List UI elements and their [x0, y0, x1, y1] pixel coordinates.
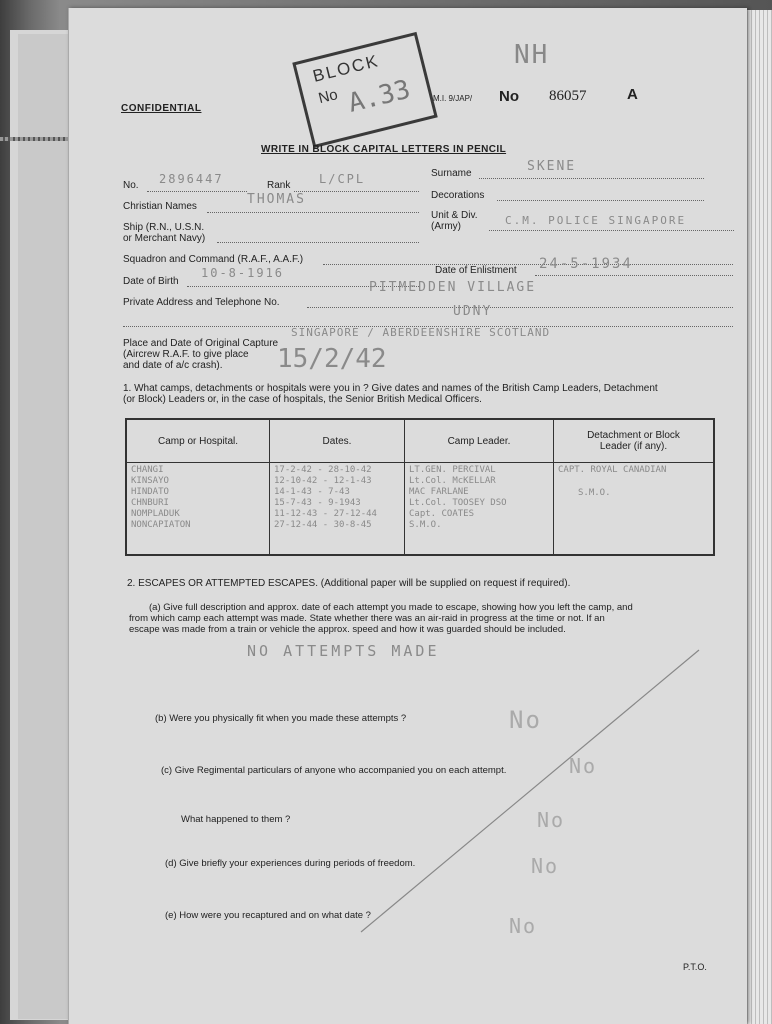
answer-2e: No [509, 914, 538, 938]
ship-label: Ship (R.N., U.S.N. or Merchant Navy) [123, 222, 206, 244]
instruction-heading: WRITE IN BLOCK CAPITAL LETTERS IN PENCIL [261, 144, 507, 155]
camp-entry: KINSAYO [131, 476, 169, 486]
date-entry: 15-7-43 - 9-1943 [274, 498, 361, 508]
question-2e: (e) How were you recaptured and on what date ? [165, 910, 371, 921]
question-2b: (b) Were you physically fit when you made these attempts ? [155, 713, 407, 724]
detachment-entry: CAPT. ROYAL CANADIAN [558, 465, 667, 475]
answer-2c: No [569, 754, 598, 778]
question-2c-followup: What happened to them ? [181, 814, 291, 825]
address-value-1: PITMEDDEN VILLAGE [369, 280, 537, 295]
leader-entry: Lt.Col. McKELLAR [409, 476, 496, 486]
camp-entry: NONCAPIATON [131, 520, 191, 530]
service-no-value: 2896447 [159, 172, 224, 186]
form-page [68, 8, 747, 1024]
christian-names-label: Christian Names [123, 201, 197, 212]
header-dates: Dates. [270, 419, 405, 463]
question-2-heading: 2. ESCAPES OR ATTEMPTED ESCAPES. (Additional paper will be supplied on request if required). [127, 578, 571, 589]
enlistment-label: Date of Enlistment [435, 265, 517, 276]
question-2a-line-1: (a) Give full description and approx. date of each attempt you made to escape, showing how you left the camp, and [149, 602, 633, 613]
number-label: No [499, 88, 519, 105]
header-camp: Camp or Hospital. [126, 419, 270, 463]
surname-value: SKENE [527, 159, 577, 174]
leader-entry: Capt. COATES [409, 509, 475, 519]
capture-label-1: Place and Date of Original Capture [123, 338, 279, 349]
date-entry: 14-1-43 - 7-43 [274, 487, 350, 497]
strike-line [69, 8, 747, 1024]
camp-entry: CHNBURI [131, 498, 169, 508]
form-suffix: A [627, 86, 638, 103]
confidential-label: CONFIDENTIAL [121, 103, 202, 114]
header-detachment: Detachment or Block Leader (if any). [554, 419, 715, 463]
decorations-label: Decorations [431, 190, 485, 201]
stamp-no-text: No [316, 86, 340, 108]
rank-value: L/CPL [319, 172, 366, 186]
question-1-text: 1. What camps, detachments or hospitals were you in ? Give dates and names of the British Camp Leaders, Detachment [123, 383, 658, 394]
question-2a-line-3: escape was made from a train or vehicle the approx. speed and how it was guarded should be included. [129, 624, 566, 635]
date-entry: 17-2-42 - 28-10-42 [274, 465, 372, 475]
address-value-2: UDNY [453, 304, 493, 319]
question-2d: (d) Give briefly your experiences during periods of freedom. [165, 858, 416, 869]
leader-entry: S.M.O. [409, 520, 442, 530]
answer-2b: No [509, 706, 542, 734]
header-camp-leader: Camp Leader. [405, 419, 554, 463]
squadron-label: Squadron and Command (R.A.F., A.A.F.) [123, 254, 304, 265]
capture-label-3: and date of a/c crash). [123, 360, 223, 371]
enlistment-value: 24-5-1934 [539, 256, 633, 272]
christian-names-value: THOMAS [247, 192, 306, 207]
unit-value: C.M. POLICE SINGAPORE [505, 214, 687, 227]
capture-date-value: 15/2/42 [277, 344, 387, 374]
camp-entry: CHANGI [131, 465, 164, 475]
answer-2d: No [531, 854, 560, 878]
leader-entry: LT.GEN. PERCIVAL [409, 465, 496, 475]
question-2c: (c) Give Regimental particulars of anyone who accompanied you on each attempt. [161, 765, 507, 776]
date-entry: 27-12-44 - 30-8-45 [274, 520, 372, 530]
dob-value: 10-8-1916 [201, 266, 285, 280]
surname-label: Surname [431, 168, 472, 179]
initials-mark: NH [514, 40, 550, 70]
pto-label: P.T.O. [683, 962, 707, 972]
question-2a-line-2: from which camp each attempt was made. State whether there was an air-raid in progress at the time or not. If an [129, 613, 605, 624]
form-number: 86057 [549, 88, 587, 104]
service-no-label: No. [123, 180, 139, 191]
date-entry: 12-10-42 - 12-1-43 [274, 476, 372, 486]
camp-entry: NOMPLADUK [131, 509, 180, 519]
leader-entry: Lt.Col. TOOSEY DSO [409, 498, 507, 508]
unit-label: Unit & Div. (Army) [431, 210, 478, 232]
dob-label: Date of Birth [123, 276, 179, 287]
detachment-entry: S.M.O. [578, 488, 611, 498]
escape-answer: NO ATTEMPTS MADE [247, 642, 440, 660]
date-entry: 11-12-43 - 27-12-44 [274, 509, 377, 519]
stamp-number: A.33 [345, 74, 414, 119]
camp-entry: HINDATO [131, 487, 169, 497]
capture-place-value: SINGAPORE / ABERDEENSHIRE SCOTLAND [291, 326, 551, 339]
mi-reference: M.I. 9/JAP/ [433, 94, 473, 103]
address-label: Private Address and Telephone No. [123, 297, 280, 308]
answer-2c-followup: No [537, 808, 566, 832]
capture-label-2: (Aircrew R.A.F. to give place [123, 349, 249, 360]
leader-entry: MAC FARLANE [409, 487, 469, 497]
stamp-block-text: BLOCK [310, 51, 382, 86]
question-1-text-2: (or Block) Leaders or, in the case of hospitals, the Senior British Medical Officers. [123, 394, 482, 405]
rank-label: Rank [267, 180, 291, 191]
